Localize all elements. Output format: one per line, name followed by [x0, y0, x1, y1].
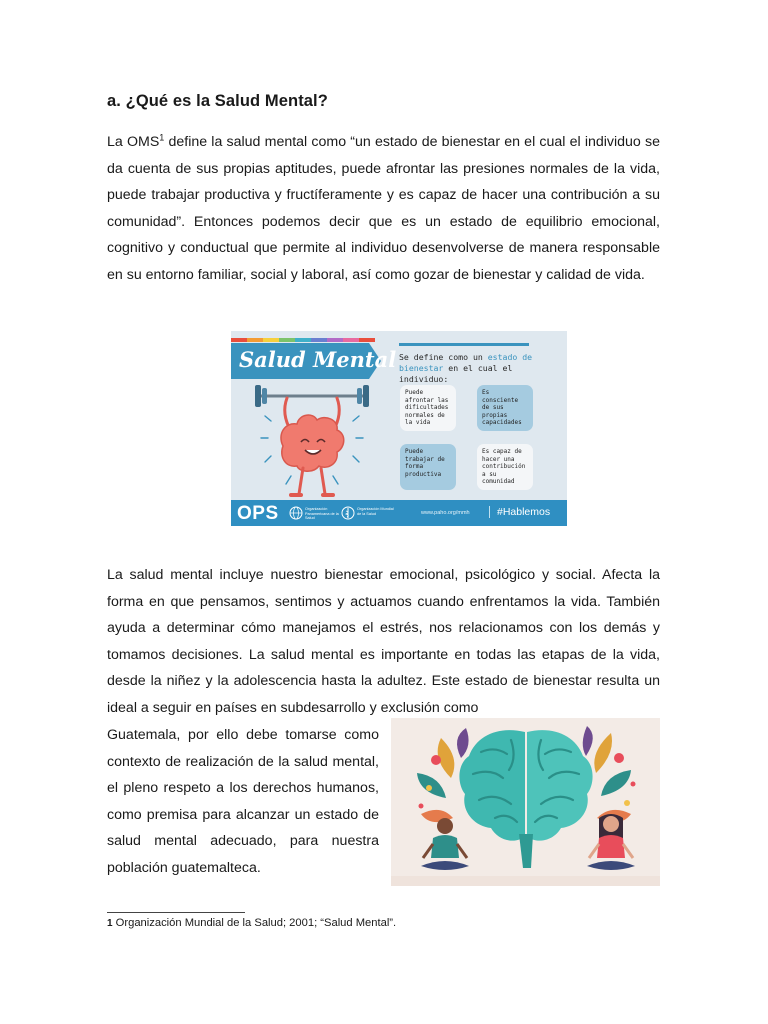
footnote-number: 1 — [107, 918, 113, 929]
info-box-consciente: Es consciente de sus propias capacidades — [477, 385, 533, 431]
footnote-reference[interactable]: 1 — [159, 132, 165, 143]
info-box-afrontar: Puede afrontar las dificultades normales de la vida — [400, 385, 456, 431]
infographic-footer — [231, 500, 567, 526]
rainbow-stripe — [231, 338, 375, 342]
info-box-contribucion: Es capaz de hacer una contribución a su comunidad — [477, 444, 533, 490]
globe-icon — [289, 506, 303, 520]
subtitle-bar — [399, 343, 529, 346]
meditation-brain-illustration — [391, 718, 660, 886]
ops-logo: OPS — [237, 503, 279, 524]
hashtag-hablemos: #Hablemos — [489, 506, 550, 518]
footnote-text: Organización Mundial de la Salud; 2001; “Salud Mental”. — [112, 917, 397, 929]
who-org-name: Organización Mundial de la Salud — [357, 507, 394, 516]
footnote — [107, 917, 396, 929]
info-box-trabajar: Puede trabajar de forma productiva — [400, 444, 456, 490]
brain-lifting-weights-icon — [241, 376, 391, 506]
paragraph-definition-rest: define la salud mental como “un estado de bienestar en el cual el individuo se da cuenta de sus propias aptitudes, puede afrontar las presiones normales de la vida, puede trabajar productiva y fructíferamente y es capaz de hacer una contribución a su comunidad”. Entonces podemos decir que es un estado de equilibrio emocional, cognitivo y conductual que permite al individuo desenvolverse de manera responsable en su entorno familiar, social y laboral, así como gozar de bienestar y calidad de vida. — [107, 134, 660, 283]
section-heading: a. ¿Qué es la Salud Mental? — [107, 92, 328, 110]
infographic-title: Salud Mental — [239, 347, 397, 372]
paragraph-definition-start: La OMS — [107, 134, 160, 150]
infographic-subtitle: Se define como un estado de bienestar en el cual el individuo: — [399, 352, 533, 384]
paho-url: www.paho.org/mmh — [421, 510, 470, 516]
footnote-separator — [107, 912, 245, 913]
paragraph-guatemala: Guatemala, por ello debe tomarse como contexto de realización de la salud mental, el pleno respeto a los derechos humanos, como premisa para alcanzar un estado de salud mental adecuado, para nuestra población guatemalteca. — [107, 727, 379, 876]
paragraph-definition — [107, 129, 660, 289]
paragraph-wellbeing: La salud mental incluye nuestro bienestar emocional, psicológico y social. Afecta la forma en que pensamos, sentimos y actuamos cuando enfrentamos la vida. También ayuda a determinar cómo manejamos el estrés, nos relacionamos con los demás y tomamos decisiones. La salud mental es importante en todas las etapas de la vida, desde la niñez y la adolescencia hasta la adultez. Este estado de bienestar resulta un ideal a seguir en países en subdesarrollo y exclusión como — [107, 567, 660, 716]
salud-mental-infographic — [231, 331, 567, 526]
who-emblem-icon — [341, 506, 355, 520]
paho-org-name: Organización Panamericana de la Salud — [305, 507, 339, 521]
